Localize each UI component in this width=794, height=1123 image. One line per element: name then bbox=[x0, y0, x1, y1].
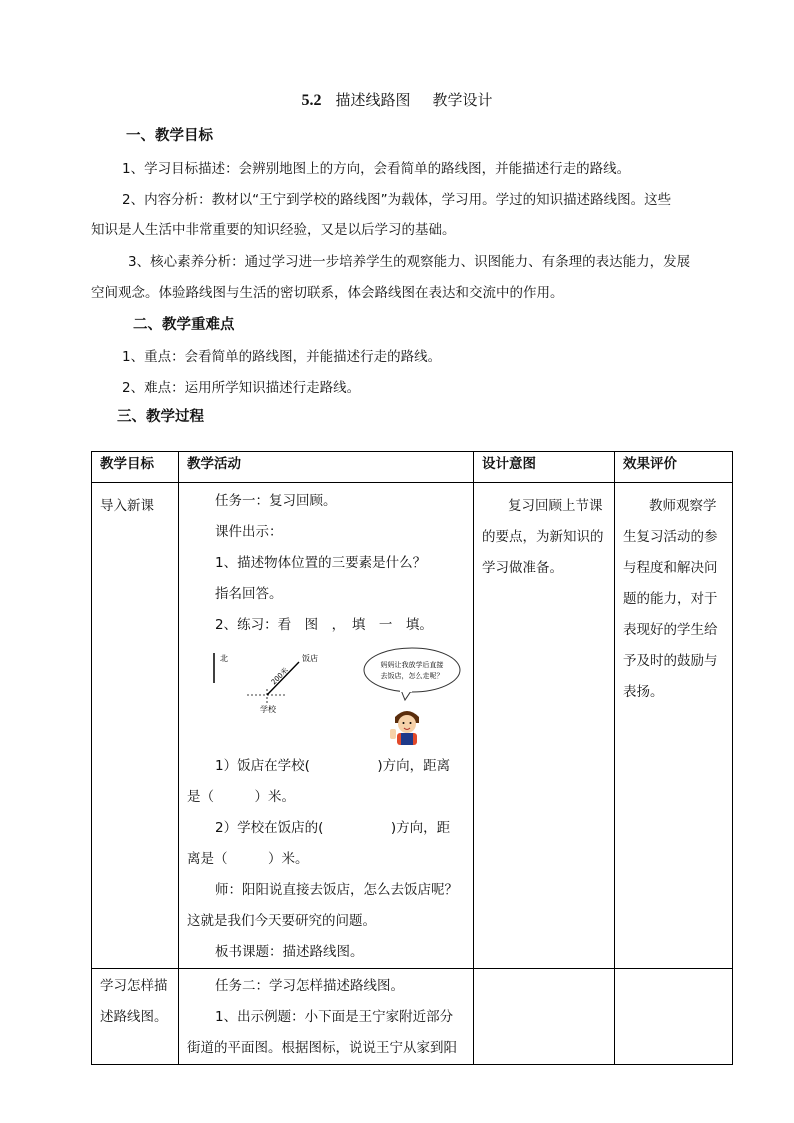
bubble-text-1: 妈妈让我放学后直接 bbox=[380, 661, 444, 669]
task-two: 任务二：学习怎样描述路线图。 bbox=[215, 978, 404, 994]
section-heading-process: 三、教学过程 bbox=[117, 409, 204, 425]
header-intent: 设计意图 bbox=[474, 452, 615, 483]
distance-label: 200米 bbox=[269, 666, 290, 687]
blank-2b: 离是（ ）米。 bbox=[187, 851, 309, 867]
paragraph-core-literacy: 3、核心素养分析：通过学习进一步培养学生的观察能力、识图能力、有条理的表达能力，发展 bbox=[128, 254, 691, 270]
row2-intent bbox=[474, 969, 615, 1065]
header-evaluation: 效果评价 bbox=[615, 452, 733, 483]
board-title: 板书课题：描述路线图。 bbox=[215, 944, 364, 960]
section-heading-goals: 一、教学目标 bbox=[126, 128, 213, 144]
paragraph-difficulty: 2、难点：运用所学知识描述行走路线。 bbox=[122, 380, 361, 396]
blank-1b: 是（ ）米。 bbox=[187, 789, 295, 805]
teacher-line-1: 师：阳阳说直接去饭店，怎么去饭店呢？ bbox=[215, 882, 458, 898]
section-heading-keypoints: 二、教学重难点 bbox=[133, 317, 235, 333]
row1-intent: 复习回顾上节课的要点，为新知识的学习做准备。 bbox=[482, 498, 604, 576]
table-header-row bbox=[92, 452, 733, 483]
paragraph-content-analysis: 2、内容分析：教材以“王宁到学校的路线图”为载体，学习用。学过的知识描述路线图。这些 bbox=[122, 192, 672, 208]
title-number: 5.2 bbox=[301, 92, 322, 109]
document-title bbox=[0, 89, 794, 110]
paragraph-core-literacy-cont: 空间观念。体验路线图与生活的密切联系，体会路线图在表达和交流中的作用。 bbox=[91, 285, 564, 301]
speech-bubble bbox=[364, 648, 460, 692]
paragraph-goal-desc: 1、学习目标描述：会辨别地图上的方向，会看简单的路线图，并能描述行走的路线。 bbox=[122, 161, 631, 177]
blank-1a: 1）饭店在学校( )方向，距离 bbox=[215, 758, 451, 774]
answer-prompt: 指名回答。 bbox=[215, 586, 283, 602]
school-label: 学校 bbox=[260, 705, 276, 714]
courseware-show: 课件出示： bbox=[215, 524, 283, 540]
header-activity: 教学活动 bbox=[179, 452, 474, 483]
row1-goal: 导入新课 bbox=[100, 498, 154, 514]
row1-evaluation: 教师观察学生复习活动的参与程度和解决问题的能力，对于表现好的学生给予及时的鼓励与表扬。 bbox=[623, 498, 718, 700]
paragraph-content-analysis-cont: 知识是人生活中非常重要的知识经验，又是以后学习的基础。 bbox=[91, 222, 456, 238]
student-avatar-icon bbox=[390, 711, 419, 745]
restaurant-label: 饭店 bbox=[302, 654, 318, 663]
paragraph-key-point: 1、重点：会看简单的路线图，并能描述行走的路线。 bbox=[122, 349, 442, 365]
task-one: 任务一：复习回顾。 bbox=[215, 493, 337, 509]
route-figure bbox=[187, 645, 467, 745]
example-line-1: 1、出示例题：小下面是王宁家附近部分 bbox=[215, 1009, 454, 1025]
teaching-process-table bbox=[91, 451, 733, 1065]
row2-goal: 学习怎样描述路线图。 bbox=[100, 978, 168, 1025]
bubble-text-2: 去饭店，怎么走呢？ bbox=[380, 672, 444, 680]
title-kind: 教学设计 bbox=[432, 91, 493, 109]
teacher-line-2: 这就是我们今天要研究的问题。 bbox=[187, 913, 376, 929]
title-topic: 描述线路图 bbox=[335, 91, 411, 109]
row2-activity bbox=[179, 969, 473, 1064]
route-diagram bbox=[187, 645, 467, 745]
header-goal: 教学目标 bbox=[92, 452, 179, 483]
blank-2a: 2）学校在饭店的( )方向，距 bbox=[215, 820, 451, 836]
row1-activity bbox=[179, 483, 473, 968]
question-2: 2、练习：看 图 ， 填 一 填。 bbox=[215, 617, 433, 633]
question-1: 1、描述物体位置的三要素是什么？ bbox=[215, 555, 427, 571]
north-label: 北 bbox=[220, 654, 228, 663]
table-row bbox=[92, 969, 733, 1065]
example-line-2: 街道的平面图。根据图标，说说王宁从家到阳 bbox=[187, 1040, 457, 1056]
table-row bbox=[92, 483, 733, 969]
row2-evaluation bbox=[615, 969, 733, 1065]
bubble-tail-cover bbox=[400, 689, 412, 692]
